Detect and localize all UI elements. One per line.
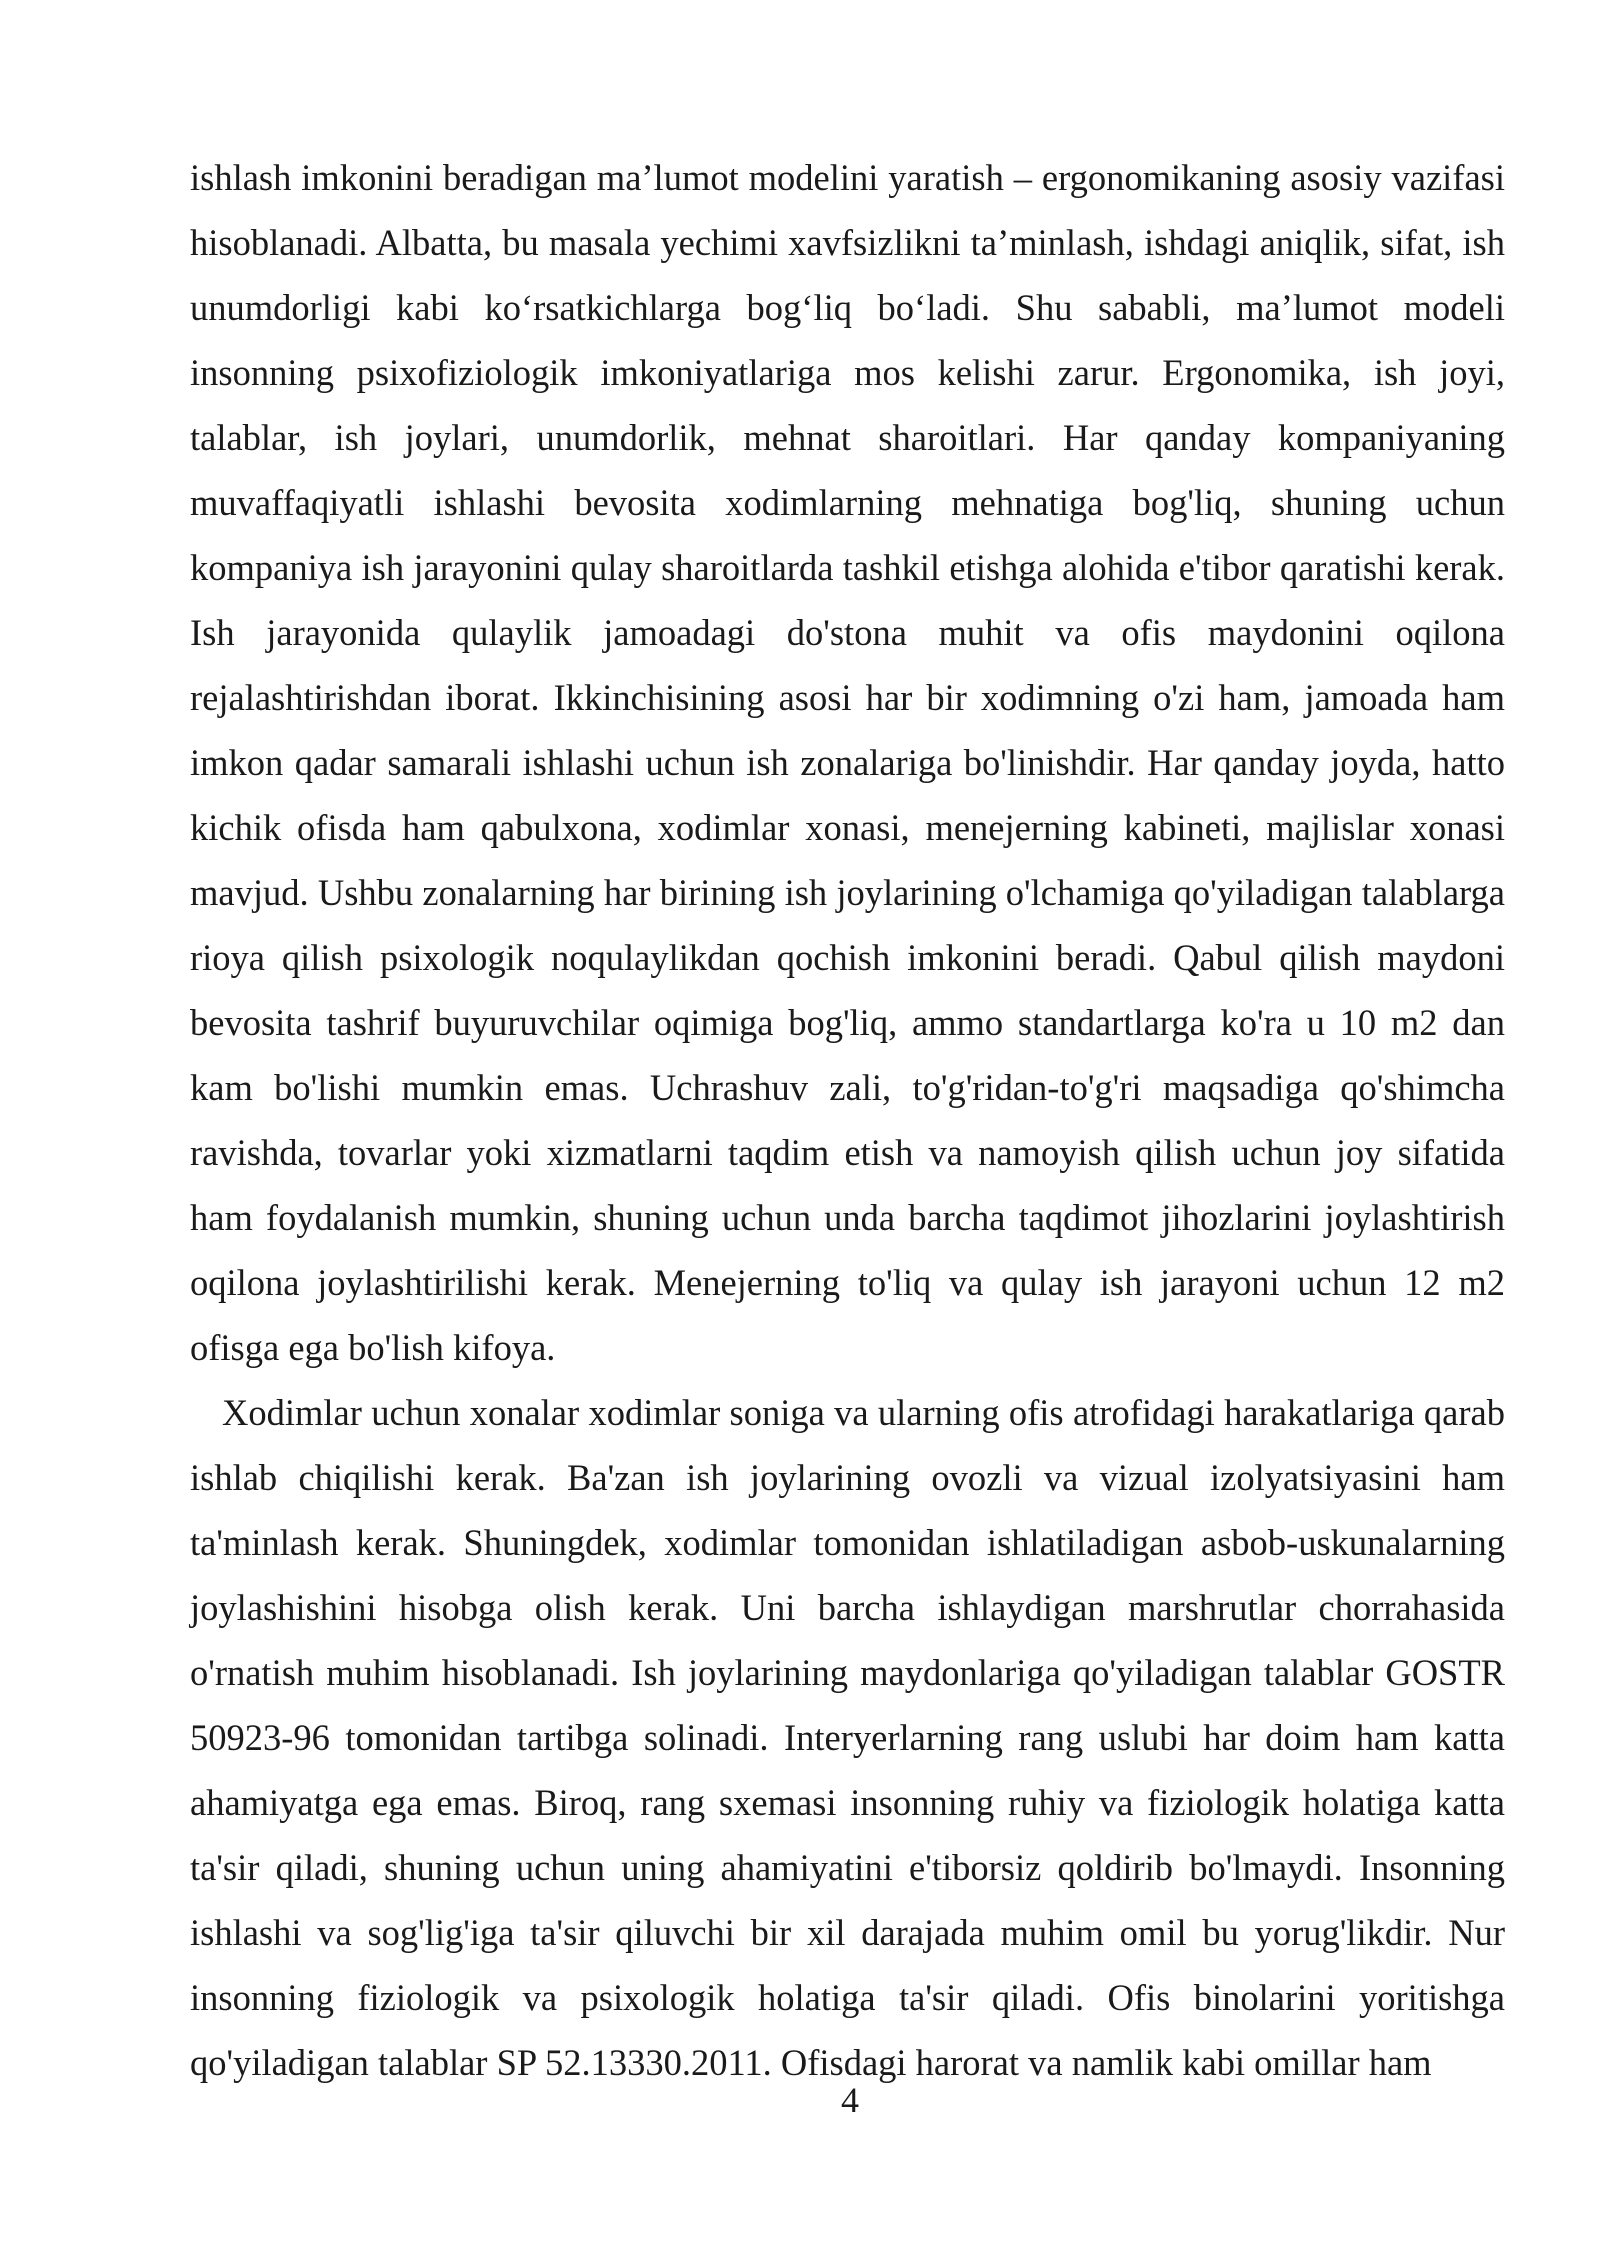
paragraph-1: ishlash imkonini beradigan ma’lumot modelini yaratish – ergonomikaning asosiy vazifasi hisoblanadi. Albatta, bu masala yechimi xavfsizlikni ta’minlash, ishdagi aniqlik, sifat, ish unumdorligi kabi ko‘rsatkichlarga bog‘liq bo‘ladi. Shu sababli, ma’lumot modeli insonning psixofiziologik imkoniyatlariga mos kelishi zarur. Ergonomika, ish joyi, talablar, ish joylari, unumdorlik, mehnat sharoitlari. Har qanday kompaniyaning muvaffaqiyatli ishlashi bevosita xodimlarning mehnatiga bog'liq, shuning uchun kompaniya ish jarayonini qulay sharoitlarda tashkil etishga alohida e'tibor qaratishi kerak. Ish jarayonida qulaylik jamoadagi do'stona muhit va ofis maydonini oqilona rejalashtirishdan iborat. Ikkinchisining asosi har bir xodimning o'zi ham, jamoada ham imkon qadar samarali ishlashi uchun ish zonalariga bo'linishdir. Har qanday joyda, hatto kichik ofisda ham qabulxona, xodimlar xonasi, menejerning kabineti, majlislar xonasi mavjud. Ushbu zonalarning har birining ish joylarining o'lchamiga qo'yiladigan talablarga rioya qilish psixologik noqulaylikdan qochish imkonini beradi. Qabul qilish maydoni bevosita tashrif buyuruvchilar oqimiga bog'liq, ammo standartlarga ko'ra u 10 m2 dan kam bo'lishi mumkin emas. Uchrashuv zali, to'g'ridan-to'g'ri maqsadiga qo'shimcha ravishda, tovarlar yoki xizmatlarni taqdim etish va namoyish qilish uchun joy sifatida ham foydalanish mumkin, shuning uchun unda barcha taqdimot jihozlarini joylashtirish oqilona joylashtirilishi kerak. Menejerning to'liq va qulay ish jarayoni uchun 12 m2 ofisga ega bo'lish kifoya. [190,157,1505,1368]
body-text [190,145,1505,2095]
paragraph-2: Xodimlar uchun xonalar xodimlar soniga va ularning ofis atrofidagi harakatlariga qarab ishlab chiqilishi kerak. Ba'zan ish joylarining ovozli va vizual izolyatsiyasini ham ta'minlash kerak. Shuningdek, xodimlar tomonidan ishlatiladigan asbob-uskunalarning joylashishini hisobga olish kerak. Uni barcha ishlaydigan marshrutlar chorrahasida o'rnatish muhim hisoblanadi. Ish joylarining maydonlariga qo'yiladigan talablar GOSTR 50923-96 tomonidan tartibga solinadi. Interyerlarning rang uslubi har doim ham katta ahamiyatga ega emas. Biroq, rang sxemasi insonning ruhiy va fiziologik holatiga katta ta'sir qiladi, shuning uchun uning ahamiyatini e'tiborsiz qoldirib bo'lmaydi. Insonning ishlashi va sog'lig'iga ta'sir qiluvchi bir xil darajada muhim omil bu yorug'likdir. Nur insonning fiziologik va psixologik holatiga ta'sir qiladi. Ofis binolarini yoritishga qo'yiladigan talablar SP 52.13330.2011. Ofisdagi harorat va namlik kabi omillar ham [190,1392,1505,2083]
page-number: 4 [841,2080,859,2120]
